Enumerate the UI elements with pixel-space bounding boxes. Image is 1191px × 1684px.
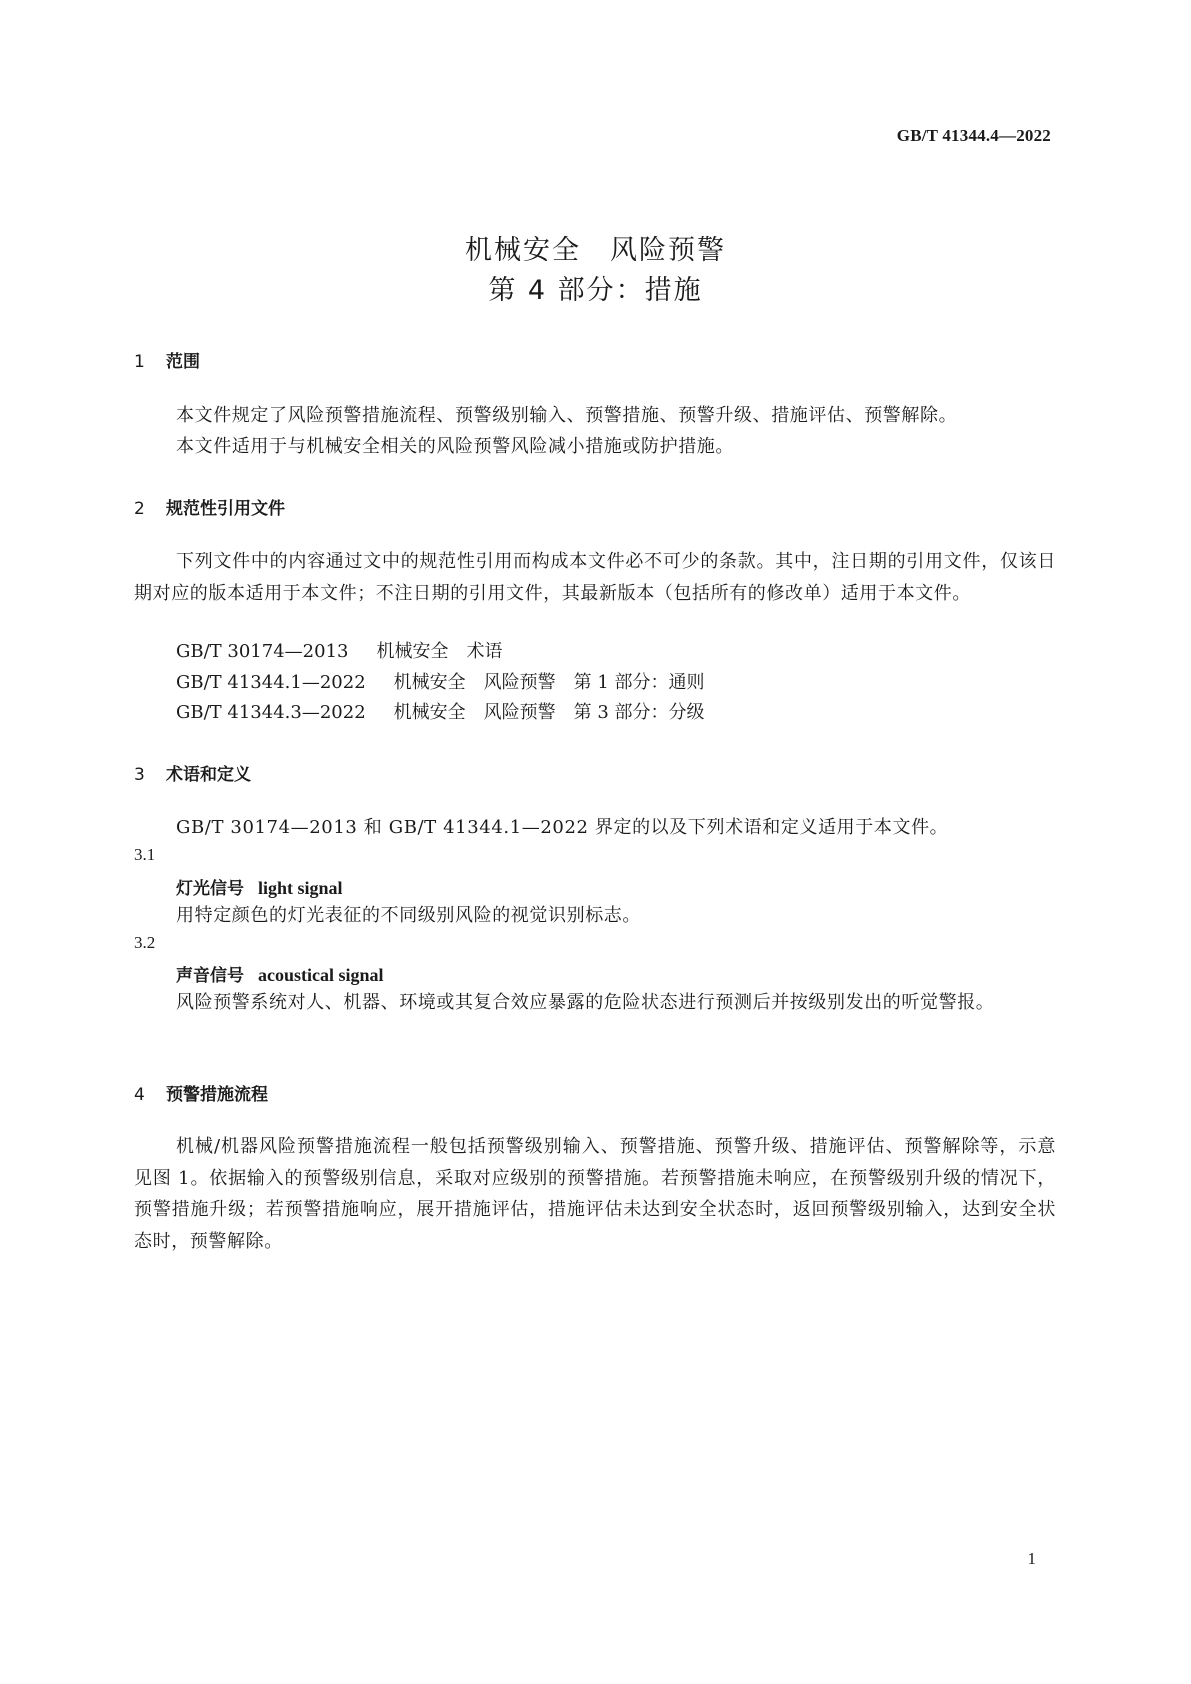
term-entry bbox=[176, 874, 343, 899]
reference-code: GB/T 30174—2013 bbox=[176, 641, 349, 662]
term-chinese: 声音信号 bbox=[176, 966, 244, 986]
section-title: 预警措施流程 bbox=[166, 1085, 268, 1105]
section-title: 规范性引用文件 bbox=[166, 499, 285, 519]
term-entry bbox=[176, 961, 384, 986]
document-title-line2: 第 4 部分：措施 bbox=[488, 275, 703, 306]
term-english: acoustical signal bbox=[258, 965, 384, 985]
section-3-heading bbox=[134, 760, 251, 785]
document-title-line1: 机械安全 风险预警 bbox=[465, 235, 726, 266]
section-number: 3 bbox=[134, 765, 145, 785]
reference-item bbox=[176, 637, 502, 663]
section-number: 2 bbox=[134, 499, 145, 519]
section-3-paragraph: GB/T 30174—2013 和 GB/T 41344.1—2022 界定的以及下列术语和定义适用于本文件。 bbox=[176, 817, 949, 838]
term-definition: 用特定颜色的灯光表征的不同级别风险的视觉识别标志。 bbox=[176, 905, 641, 926]
section-1-heading bbox=[134, 347, 200, 372]
reference-title: 机械安全 术语 bbox=[376, 641, 503, 662]
term-definition: 风险预警系统对人、机器、环境或其复合效应暴露的危险状态进行预测后并按级别发出的听觉警报。 bbox=[176, 992, 995, 1013]
section-title: 范围 bbox=[166, 352, 200, 372]
section-2-heading bbox=[134, 494, 285, 519]
standard-number: GB/T 41344.4—2022 bbox=[896, 126, 1051, 145]
section-2-paragraph: 下列文件中的内容通过文中的规范性引用而构成本文件必不可少的条款。其中，注日期的引用文件，仅该日期对应的版本适用于本文件；不注日期的引用文件，其最新版本（包括所有的修改单）适用于本文件。 bbox=[134, 551, 1056, 604]
reference-title: 机械安全 风险预警 第 1 部分：通则 bbox=[393, 672, 705, 693]
section-number: 4 bbox=[134, 1085, 145, 1105]
reference-code: GB/T 41344.1—2022 bbox=[176, 672, 366, 693]
section-1-paragraph-2: 本文件适用于与机械安全相关的风险预警风险减小措施或防护措施。 bbox=[176, 436, 734, 457]
section-1-paragraph-1: 本文件规定了风险预警措施流程、预警级别输入、预警措施、预警升级、措施评估、预警解除。 bbox=[176, 405, 958, 426]
clause-number: 3.2 bbox=[134, 933, 156, 952]
reference-title: 机械安全 风险预警 第 3 部分：分级 bbox=[393, 702, 705, 723]
section-title: 术语和定义 bbox=[166, 765, 251, 785]
term-chinese: 灯光信号 bbox=[176, 879, 244, 899]
reference-item bbox=[176, 668, 705, 694]
page-number: 1 bbox=[1027, 1549, 1036, 1568]
reference-item bbox=[176, 698, 705, 724]
clause-number: 3.1 bbox=[134, 845, 156, 864]
term-english: light signal bbox=[258, 878, 343, 898]
section-4-heading bbox=[134, 1080, 268, 1105]
reference-code: GB/T 41344.3—2022 bbox=[176, 702, 366, 723]
section-4-paragraph: 机械/机器风险预警措施流程一般包括预警级别输入、预警措施、预警升级、措施评估、预警解除等，示意见图 1。依据输入的预警级别信息，采取对应级别的预警措施。若预警措施未响应，在预警级别升级的情况下，预警措施升级；若预警措施响应，展开措施评估，措施评估未达到安全状态时，返回预警级别输入，达到安全状态时，预警解除。 bbox=[134, 1136, 1056, 1252]
section-number: 1 bbox=[134, 352, 145, 372]
